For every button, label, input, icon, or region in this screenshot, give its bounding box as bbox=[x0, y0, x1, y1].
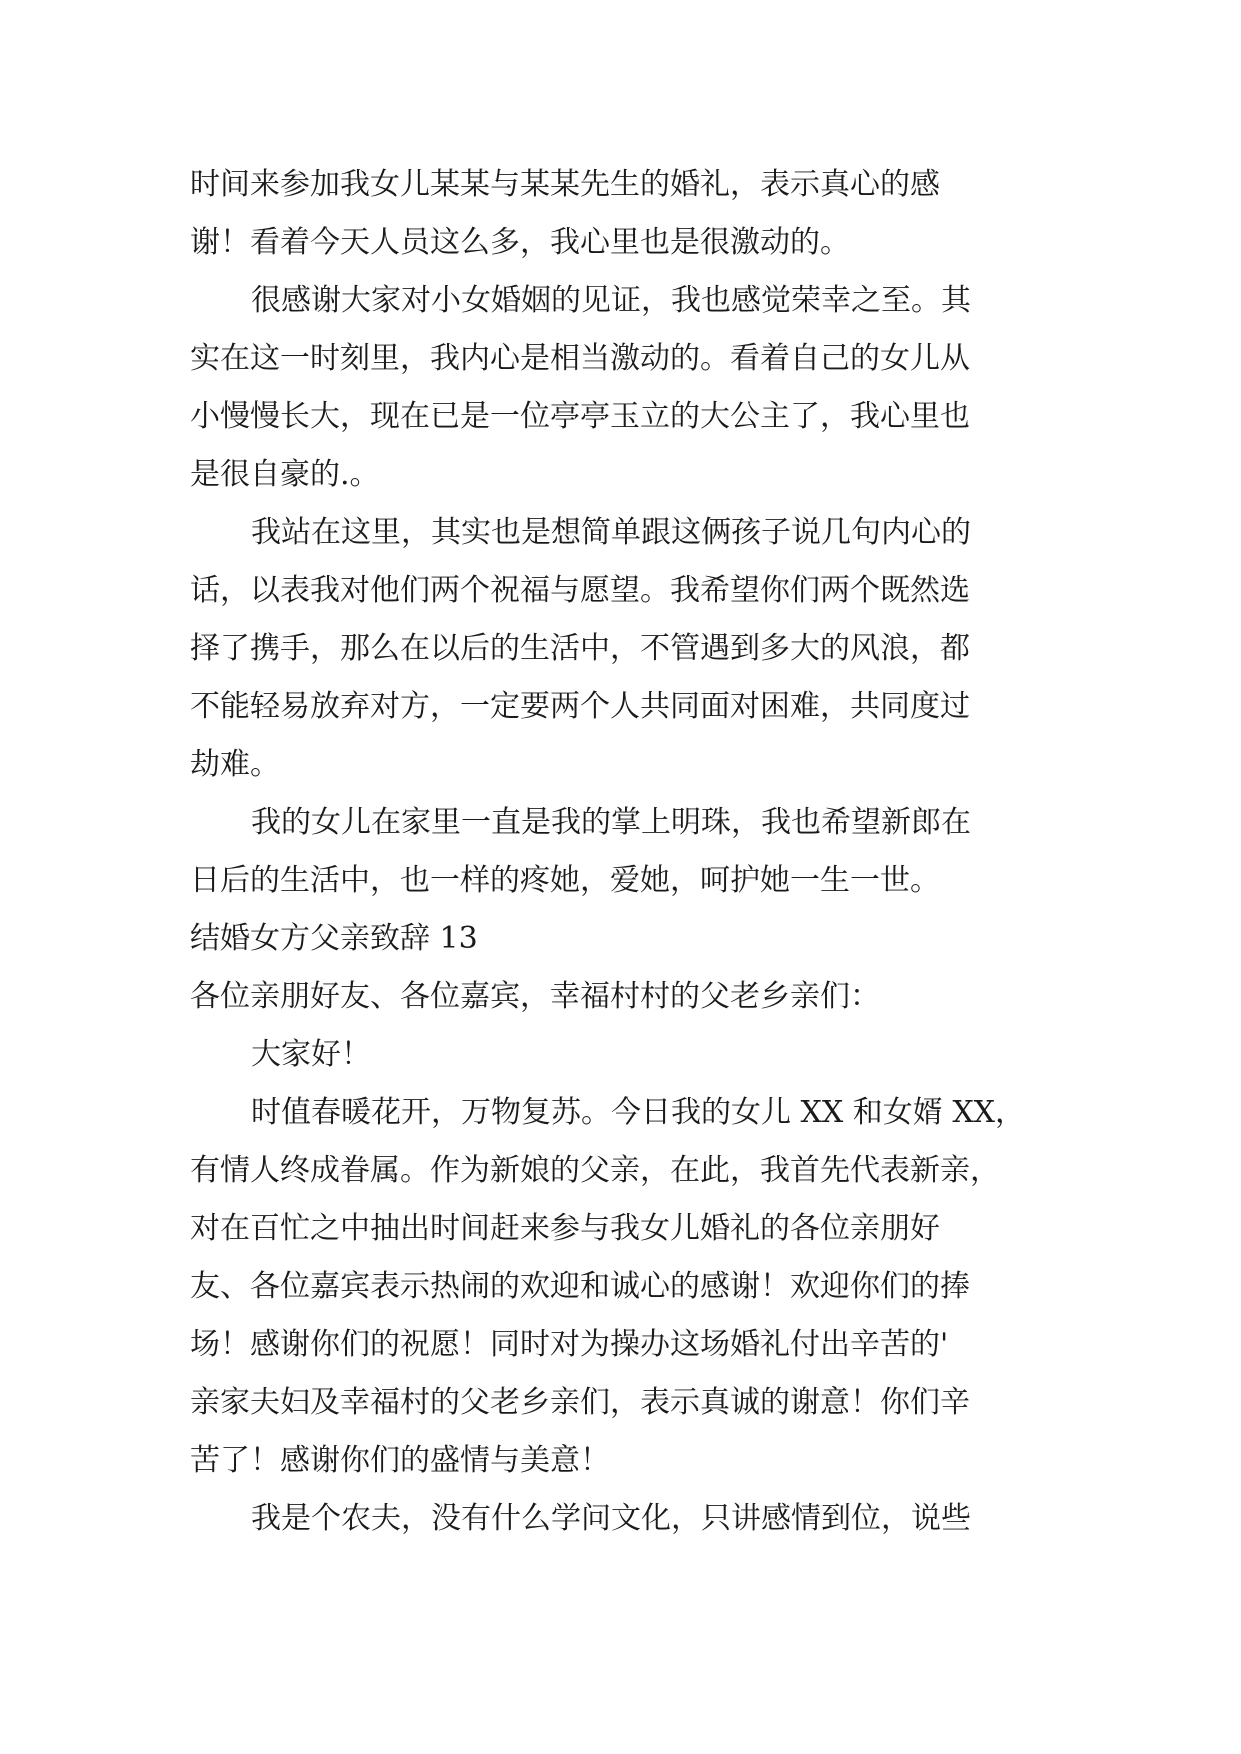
text-line: 对在百忙之中抽出时间赶来参与我女儿婚礼的各位亲朋好 bbox=[190, 1211, 940, 1246]
text-line: 日后的生活中，也一样的疼她，爱她，呵护她一生一世。 bbox=[190, 863, 940, 898]
text-line: 苦了！感谢你们的盛情与美意！ bbox=[190, 1443, 610, 1478]
text-line: 场！感谢你们的祝愿！同时对为操办这场婚礼付出辛苦的' bbox=[190, 1327, 949, 1362]
text-line: 劫难。 bbox=[190, 747, 280, 782]
salutation-line: 各位亲朋好友、各位嘉宾，幸福村村的父老乡亲们： bbox=[190, 979, 880, 1014]
greeting-line: 大家好！ bbox=[251, 1037, 371, 1072]
paragraph-start-line: 我的女儿在家里一直是我的掌上明珠，我也希望新郎在 bbox=[251, 805, 971, 840]
paragraph-start-line: 很感谢大家对小女婚姻的见证，我也感觉荣幸之至。其 bbox=[251, 283, 971, 318]
paragraph-start-line: 时值春暖花开，万物复苏。今日我的女儿 XX 和女婿 XX， bbox=[251, 1095, 1026, 1130]
text-line: 时间来参加我女儿某某与某某先生的婚礼，表示真心的感 bbox=[190, 167, 940, 202]
text-line: 亲家夫妇及幸福村的父老乡亲们，表示真诚的谢意！你们辛 bbox=[190, 1385, 970, 1420]
section-heading: 结婚女方父亲致辞 13 bbox=[190, 921, 478, 956]
text-line: 不能轻易放弃对方，一定要两个人共同面对困难，共同度过 bbox=[190, 689, 970, 724]
text-line: 实在这一时刻里，我内心是相当激动的。看着自己的女儿从 bbox=[190, 341, 970, 376]
text-line: 择了携手，那么在以后的生活中，不管遇到多大的风浪，都 bbox=[190, 631, 970, 666]
document-body bbox=[190, 156, 1070, 1548]
text-line: 有情人终成眷属。作为新娘的父亲，在此，我首先代表新亲， bbox=[190, 1153, 1000, 1188]
text-line: 友、各位嘉宾表示热闹的欢迎和诚心的感谢！欢迎你们的捧 bbox=[190, 1269, 970, 1304]
paragraph-start-line: 我是个农夫，没有什么学问文化，只讲感情到位，说些 bbox=[251, 1501, 971, 1536]
text-line: 谢！看着今天人员这么多，我心里也是很激动的。 bbox=[190, 225, 850, 260]
text-line: 话，以表我对他们两个祝福与愿望。我希望你们两个既然选 bbox=[190, 573, 970, 608]
paragraph-start-line: 我站在这里，其实也是想简单跟这俩孩子说几句内心的 bbox=[251, 515, 971, 550]
text-line: 是很自豪的.。 bbox=[190, 457, 380, 492]
text-line: 小慢慢长大，现在已是一位亭亭玉立的大公主了，我心里也 bbox=[190, 399, 970, 434]
